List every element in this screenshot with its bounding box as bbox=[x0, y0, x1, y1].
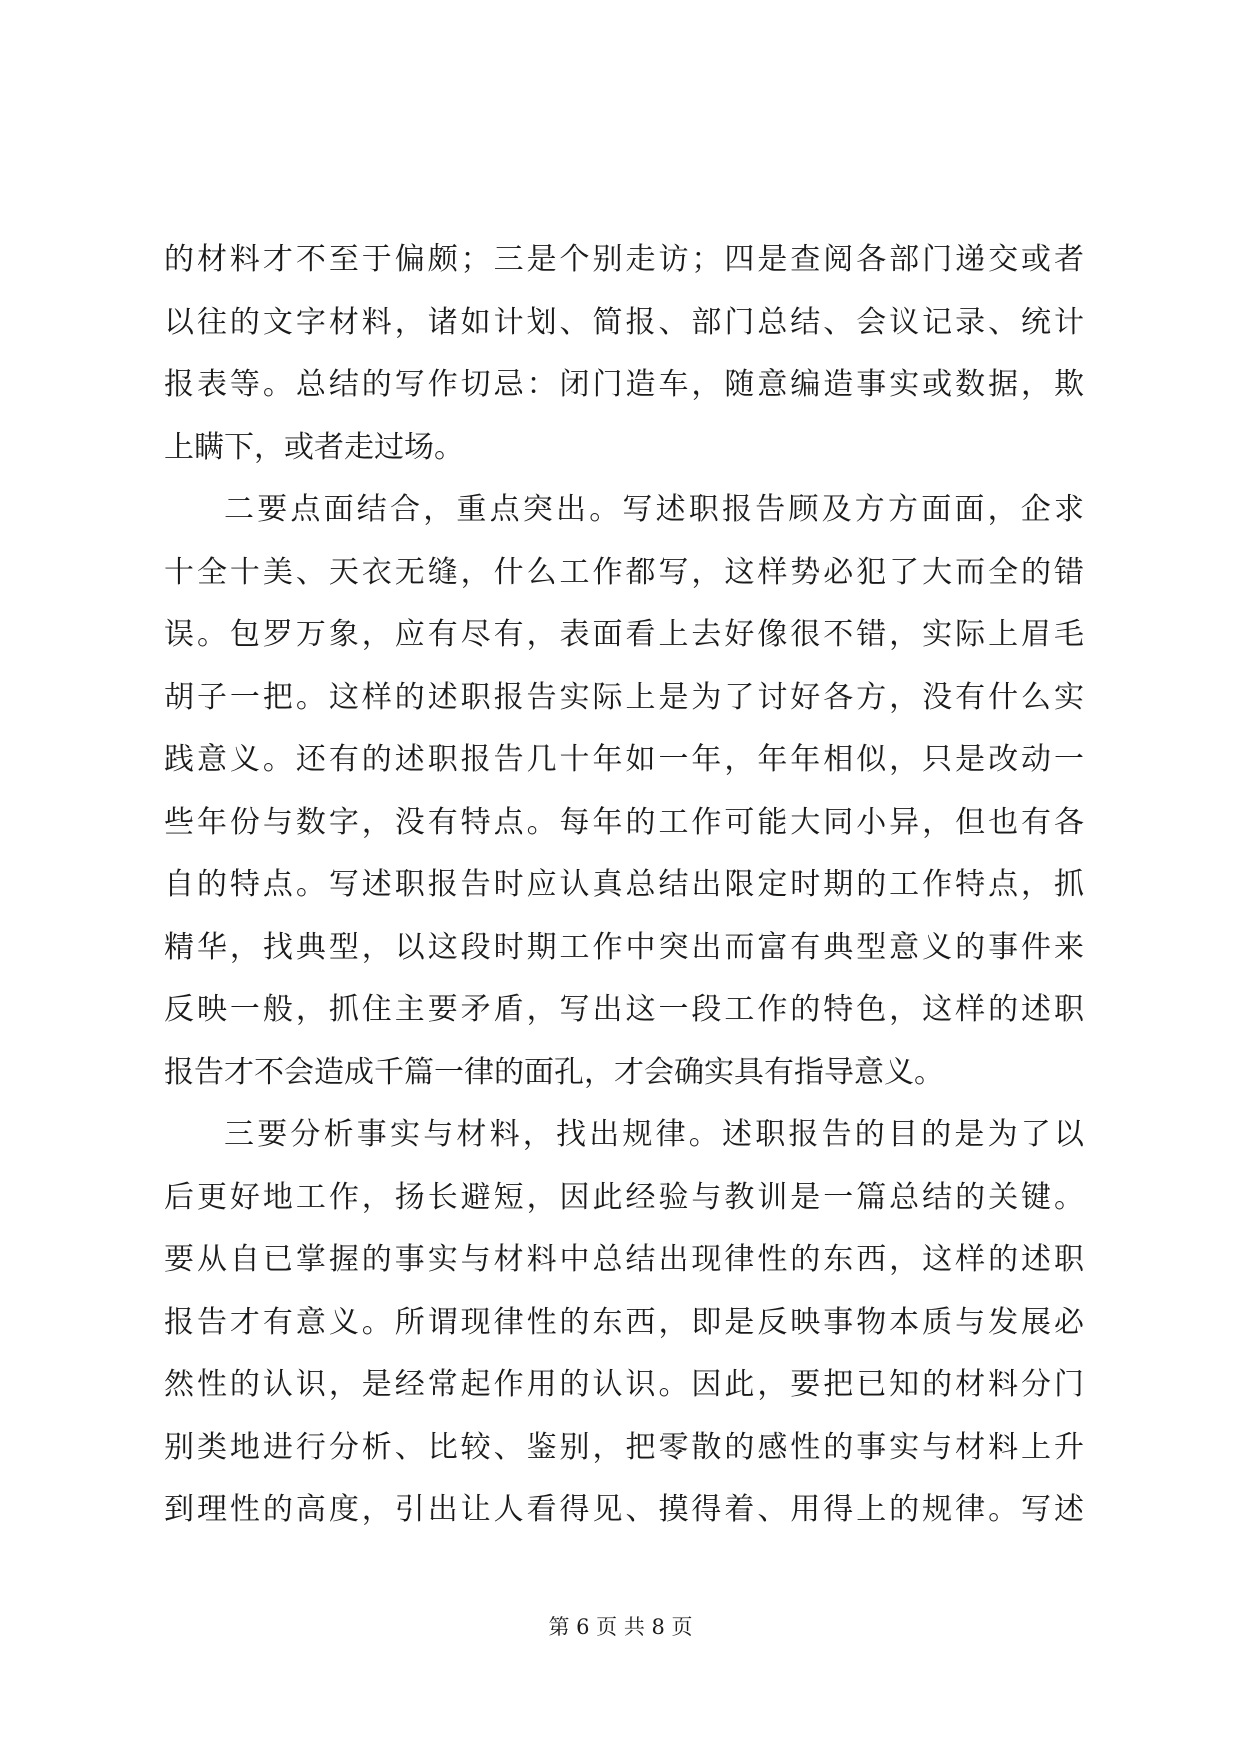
text-line: 然性的认识，是经常起作用的认识。因此，要把已知的材料分门 bbox=[164, 1367, 1084, 1402]
text-line: 报表等。总结的写作切忌：闭门造车，随意编造事实或数据，欺 bbox=[164, 367, 1084, 402]
text-line: 践意义。还有的述职报告几十年如一年，年年相似，只是改动一 bbox=[164, 742, 1084, 777]
text-line: 精华，找典型，以这段时期工作中突出而富有典型意义的事件来 bbox=[164, 929, 1084, 965]
text-line: 反映一般，抓住主要矛盾，写出这一段工作的特色，这样的述职 bbox=[164, 992, 1084, 1027]
document-body bbox=[164, 229, 1084, 1542]
text-line: 二要点面结合，重点突出。写述职报告顾及方方面面，企求 bbox=[224, 492, 1084, 527]
text-line: 要从自已掌握的事实与材料中总结出现律性的东西，这样的述职 bbox=[164, 1242, 1084, 1277]
text-line: 到理性的高度，引出让人看得见、摸得着、用得上的规律。写述 bbox=[164, 1492, 1084, 1527]
text-line: 的材料才不至于偏颇；三是个别走访；四是查阅各部门递交或者 bbox=[164, 242, 1084, 277]
text-line: 上瞒下，或者走过场。 bbox=[164, 429, 464, 465]
text-line: 别类地进行分析、比较、鉴别，把零散的感性的事实与材料上升 bbox=[164, 1429, 1084, 1465]
text-line: 十全十美、天衣无缝，什么工作都写，这样势必犯了大而全的错 bbox=[164, 554, 1084, 590]
text-line: 报告才有意义。所谓现律性的东西，即是反映事物本质与发展必 bbox=[164, 1304, 1084, 1340]
text-line: 自的特点。写述职报告时应认真总结出限定时期的工作特点，抓 bbox=[164, 867, 1084, 902]
text-line: 三要分析事实与材料，找出规律。述职报告的目的是为了以 bbox=[224, 1117, 1084, 1152]
text-line: 胡子一把。这样的述职报告实际上是为了讨好各方，没有什么实 bbox=[164, 679, 1084, 715]
page-number: 第 6 页 共 8 页 bbox=[548, 1615, 693, 1639]
text-line: 报告才不会造成千篇一律的面孔，才会确实具有指导意义。 bbox=[164, 1054, 944, 1090]
text-line: 误。包罗万象，应有尽有，表面看上去好像很不错，实际上眉毛 bbox=[164, 617, 1084, 652]
text-line: 以往的文字材料，诸如计划、简报、部门总结、会议记录、统计 bbox=[164, 304, 1084, 340]
text-line: 后更好地工作，扬长避短，因此经验与教训是一篇总结的关键。 bbox=[164, 1179, 1084, 1215]
text-line: 些年份与数字，没有特点。每年的工作可能大同小异，但也有各 bbox=[164, 804, 1084, 840]
page-footer bbox=[0, 1612, 1241, 1642]
